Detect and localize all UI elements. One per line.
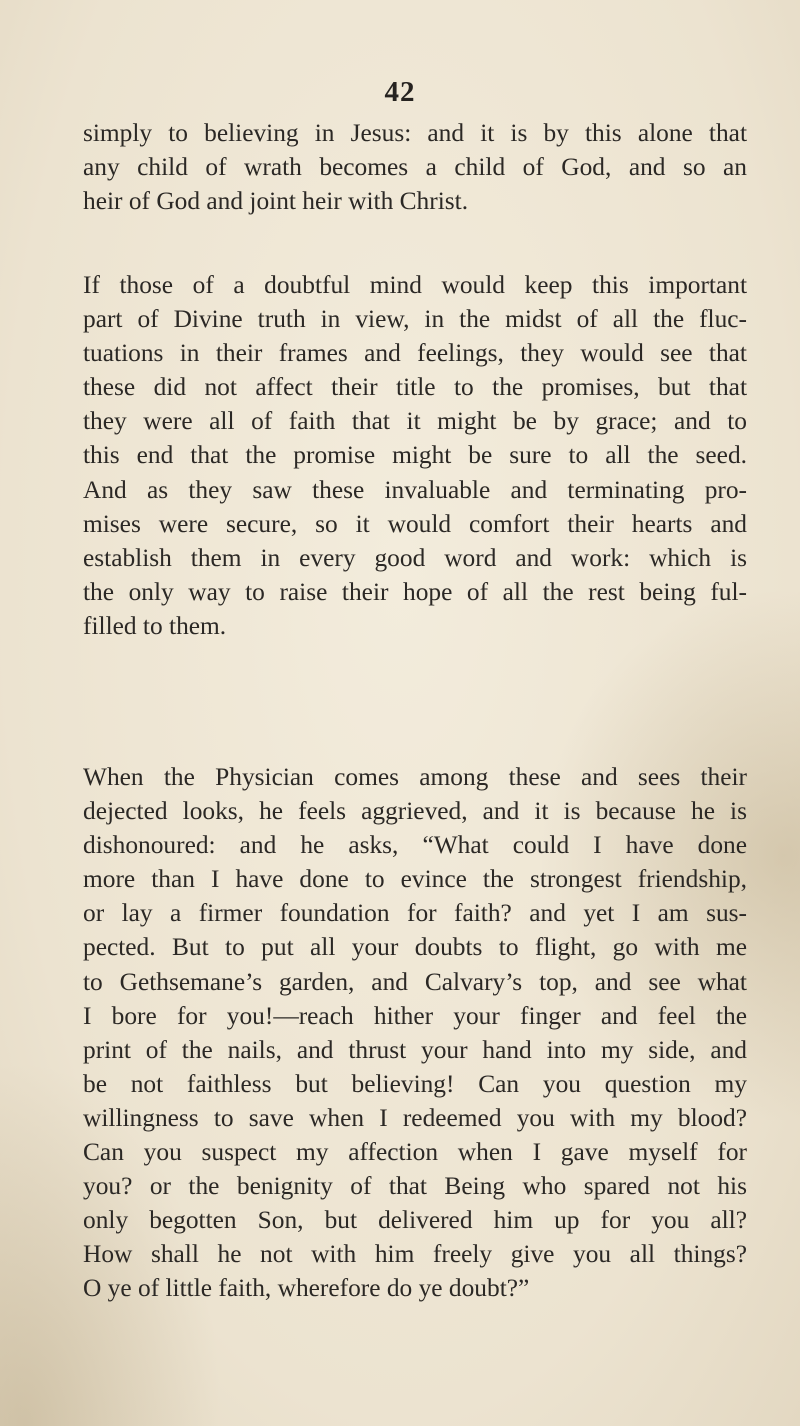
paragraph-2 [83, 268, 747, 643]
text-line: any child of wrath becomes a child of God, and so an [83, 153, 747, 182]
text-line: When the Physician comes among these and sees their [83, 763, 747, 791]
page-number: 42 [384, 76, 416, 108]
text-line: they were all of faith that it might be by grace; and to [83, 407, 747, 436]
text-line: establish them in every good word and work: which is [83, 543, 747, 572]
text-line: or lay a firmer foundation for faith? and yet I am sus- [83, 899, 747, 928]
text-line: heir of God and joint heir with Christ. [83, 187, 469, 216]
text-line: And as they saw these invaluable and terminating pro- [83, 475, 747, 504]
text-line: more than I have done to evince the strongest friendship, [83, 865, 747, 894]
text-line: you? or the benignity of that Being who spared not his [83, 1172, 747, 1201]
paragraph-3 [83, 760, 747, 1306]
text-line: part of Divine truth in view, in the midst of all the fluc- [83, 305, 747, 334]
text-line: Can you suspect my affection when I gave myself for [83, 1138, 747, 1167]
text-line: I bore for you!—reach hither your finger and feel the [83, 1001, 747, 1030]
text-line: mises were secure, so it would comfort their hearts and [83, 509, 747, 538]
text-line: this end that the promise might be sure to all the seed. [83, 441, 747, 470]
paragraph-1 [83, 116, 747, 218]
text-line: only begotten Son, but delivered him up for you all? [83, 1206, 747, 1235]
text-line: these did not affect their title to the promises, but that [83, 373, 747, 402]
text-line: filled to them. [83, 611, 227, 640]
text-line: If those of a doubtful mind would keep this important [83, 271, 747, 299]
text-line: tuations in their frames and feelings, they would see that [83, 339, 747, 368]
text-line: How shall he not with him freely give you all things? [83, 1240, 747, 1269]
text-line: O ye of little faith, wherefore do ye doubt?” [83, 1274, 530, 1303]
text-line: willingness to save when I redeemed you with my blood? [83, 1103, 747, 1132]
text-line: to Gethsemane’s garden, and Calvary’s top, and see what [83, 967, 747, 996]
text-line: dishonoured: and he asks, “What could I have done [83, 831, 747, 860]
text-line: dejected looks, he feels aggrieved, and it is because he is [83, 797, 747, 826]
text-line: simply to believing in Jesus: and it is by this alone that [83, 119, 747, 147]
text-line: print of the nails, and thrust your hand into my side, and [83, 1035, 747, 1064]
text-line: pected. But to put all your doubts to flight, go with me [83, 933, 747, 962]
text-line: be not faithless but believing! Can you question my [83, 1069, 747, 1098]
text-line: the only way to raise their hope of all the rest being ful- [83, 577, 747, 606]
